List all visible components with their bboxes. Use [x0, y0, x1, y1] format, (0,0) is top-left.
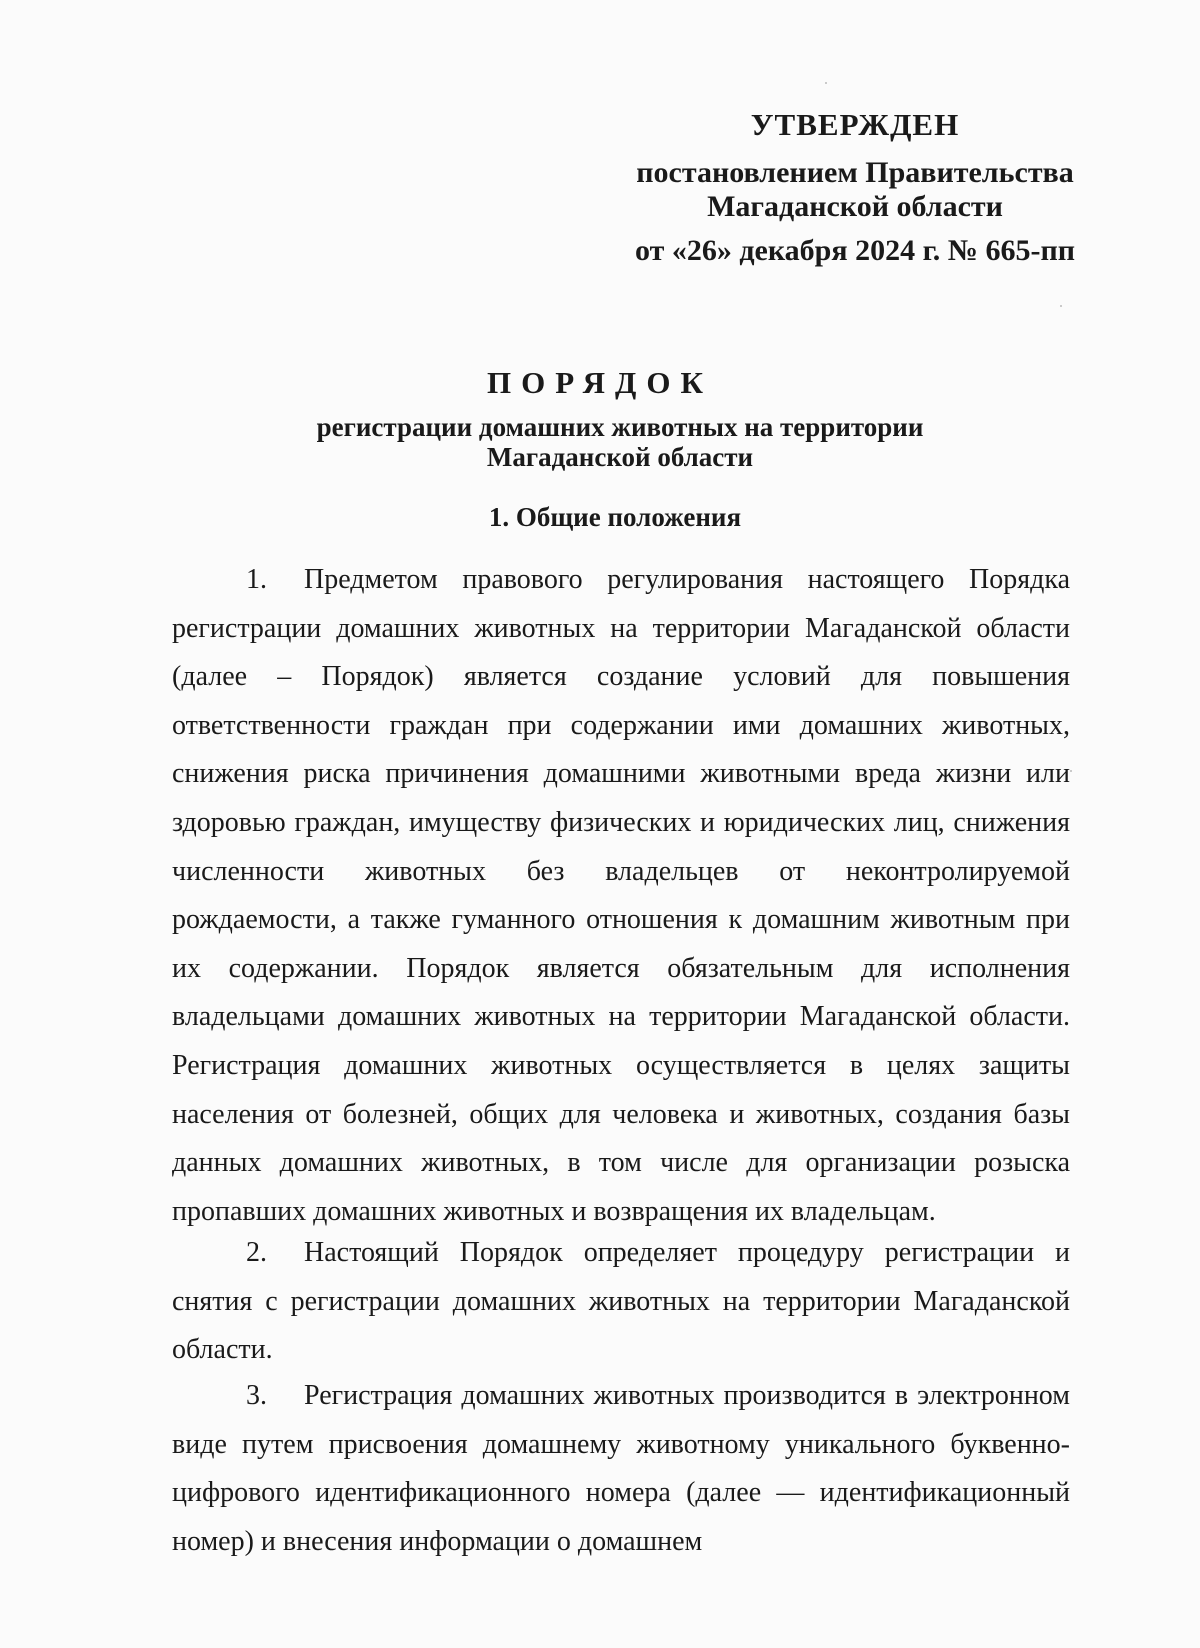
- paragraph-number: 1.: [246, 564, 267, 595]
- document-subtitle: [290, 412, 950, 472]
- approval-title: УТВЕРЖДЕН: [750, 107, 960, 142]
- paragraph-text: Настоящий Порядок определяет процедуру регистрации и снятия с регистрации домашних животных на территории Магаданской области.: [172, 1237, 1070, 1366]
- scan-speck: [1060, 305, 1062, 307]
- approval-stamp-block: [620, 108, 1090, 268]
- section-heading: 1. Общие положения: [488, 502, 742, 532]
- document-subtitle-line-2: Магаданской области: [486, 442, 754, 472]
- paragraph-2: [172, 1229, 1070, 1375]
- paragraph-3: [172, 1372, 1070, 1566]
- approval-date: от «26» декабря 2024 г. № 665-пп: [634, 234, 1076, 267]
- paragraph-1: [172, 556, 1070, 1236]
- document-subtitle-line-1: регистрации домашних животных на территории: [316, 412, 924, 442]
- document-title: ПОРЯДОК: [487, 365, 713, 400]
- scan-speck: [825, 82, 827, 84]
- paragraph-number: 3.: [246, 1380, 267, 1411]
- approval-line-1: постановлением Правительства: [636, 156, 1074, 189]
- paragraph-text: Регистрация домашних животных производится в электронном виде путем присвоения домашнему животному уникального буквенно-цифрового идентификационного номера (далее — идентификационный номер) и внесения информации о домашнем: [172, 1380, 1070, 1557]
- paragraph-number: 2.: [246, 1237, 267, 1268]
- scan-speck: [1070, 770, 1072, 772]
- paragraph-text: Предметом правового регулирования настоящего Порядка регистрации домашних животных на территории Магаданской области (далее – Порядок) является создание условий для повышения ответственности граждан при содержании ими домашних животных, снижения риска причинения домашними животными вреда жизни или здоровью граждан, имуществу физических и юридических лиц, снижения численности животных без владельцев от неконтролируемой рождаемости, а также гуманного отношения к домашним животным при их содержании. Порядок является обязательным для исполнения владельцами домашних животных на территории Магаданской области. Регистрация домашних животных осуществляется в целях защиты населения от болезней, общих для человека и животных, создания базы данных домашних животных, в том числе для организации розыска пропавших домашних животных и возвращения их владельцам.: [172, 564, 1070, 1227]
- approval-line-2: Магаданской области: [707, 190, 1003, 223]
